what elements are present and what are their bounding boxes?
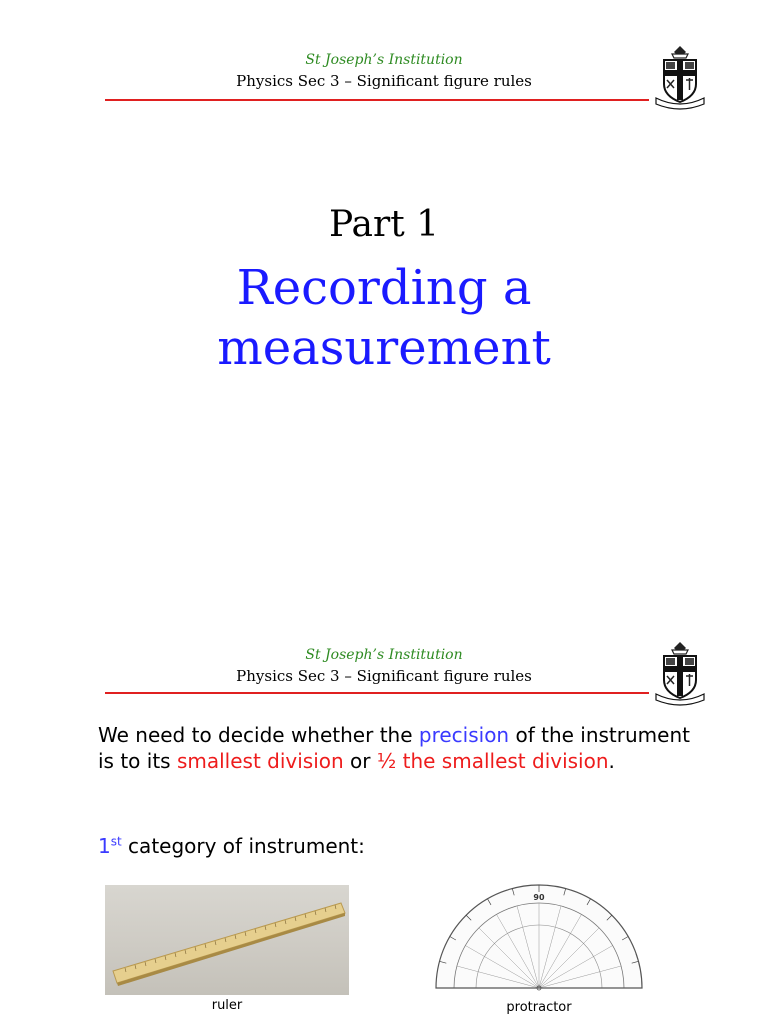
smallest-division-highlight: smallest division <box>176 749 344 773</box>
ruler-icon <box>105 885 349 995</box>
precision-intro-paragraph <box>98 722 698 774</box>
content-slide <box>0 596 768 1024</box>
category-text: category of instrument: <box>121 834 365 858</box>
course-subtitle: Physics Sec 3 – Significant figure rules <box>236 72 532 90</box>
section-title-line-2: measurement <box>217 320 551 376</box>
category-ordinal-suffix: st <box>110 834 122 849</box>
part-heading: Part 1 <box>328 204 440 245</box>
school-name: St Joseph’s Institution <box>305 647 463 663</box>
ruler-caption: ruler <box>211 998 243 1013</box>
half-smallest-division-highlight: ½ the smallest division <box>376 749 609 773</box>
category-number: 1 <box>98 834 111 858</box>
category-heading <box>98 834 365 858</box>
intro-text-3: or <box>343 749 377 773</box>
ruler-image <box>105 885 349 995</box>
precision-highlight: precision <box>418 723 510 747</box>
intro-text-2: of the instrument is to its <box>98 723 690 773</box>
school-crest-icon <box>654 640 706 706</box>
school-name: St Joseph’s Institution <box>305 52 463 68</box>
section-title <box>0 258 768 378</box>
section-title-line-1: Recording a <box>236 260 532 316</box>
protractor-scale-label: 90 <box>533 893 545 902</box>
header-divider <box>105 99 649 101</box>
course-subtitle: Physics Sec 3 – Significant figure rules <box>236 667 532 685</box>
protractor-icon <box>432 878 646 992</box>
school-crest-icon <box>654 44 706 110</box>
protractor-caption: protractor <box>506 1000 572 1015</box>
intro-text-4: . <box>608 749 615 773</box>
intro-text-1: We need to decide whether the <box>98 723 419 747</box>
header-divider <box>105 692 649 694</box>
